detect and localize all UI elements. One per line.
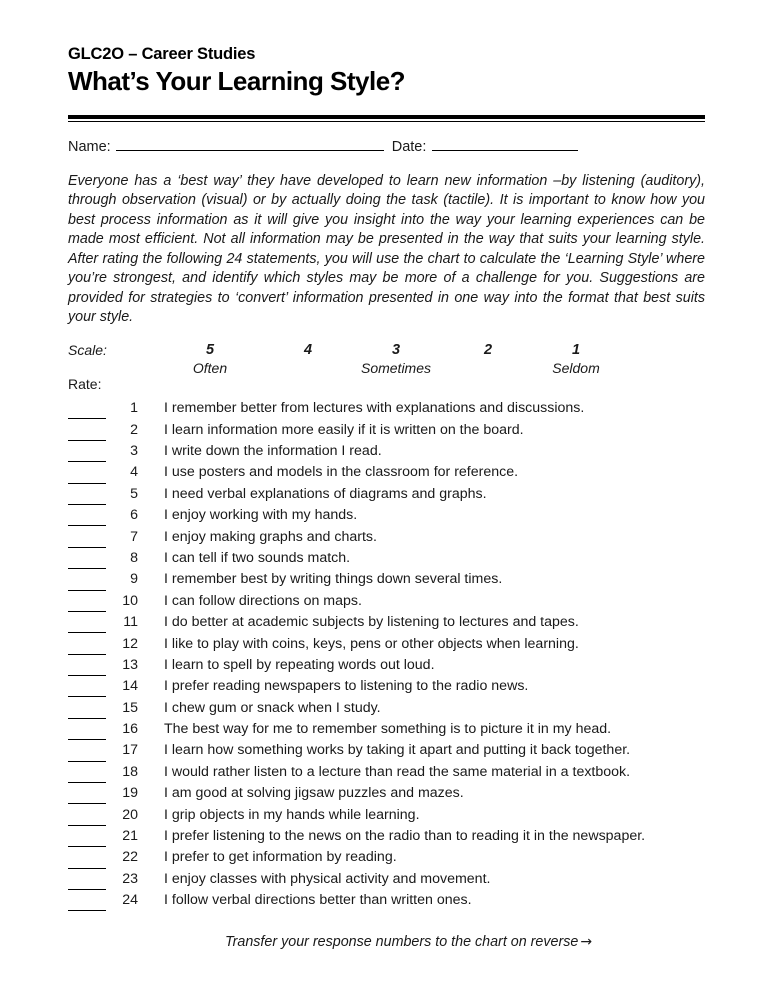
statement-number: 1 (130, 400, 138, 417)
statement-text: I write down the information I read. (164, 442, 382, 459)
statement-number: 22 (122, 849, 138, 866)
scale-word-seldom: Seldom (552, 360, 600, 377)
statement-number: 10 (122, 592, 138, 609)
statement-number: 4 (130, 464, 138, 481)
statement-text: I like to play with coins, keys, pens or other objects when learning. (164, 635, 579, 652)
course-subtitle: GLC2O – Career Studies (68, 45, 256, 63)
statement-row (68, 462, 705, 483)
statement-number: 5 (130, 485, 138, 502)
statement-row (68, 805, 705, 826)
statement-row (68, 569, 705, 590)
statement-response-blank[interactable] (68, 642, 106, 655)
statement-number: 24 (122, 892, 138, 909)
statement-text: I learn to spell by repeating words out loud. (164, 656, 435, 673)
scale-number-5: 5 (205, 342, 215, 359)
header-divider (68, 115, 705, 123)
statement-text: I learn how something works by taking it apart and putting it back together. (164, 742, 631, 759)
statement-text: I enjoy making graphs and charts. (164, 528, 377, 545)
statement-response-blank[interactable] (68, 898, 106, 911)
statement-response-blank[interactable] (68, 877, 106, 890)
date-label: Date: (391, 138, 427, 155)
statement-number: 16 (122, 721, 138, 738)
statement-number: 12 (122, 635, 138, 652)
statement-row (68, 783, 705, 804)
statement-number: 14 (122, 678, 138, 695)
statement-response-blank[interactable] (68, 428, 106, 441)
statement-text: I can follow directions on maps. (164, 592, 362, 609)
statement-response-blank[interactable] (68, 834, 106, 847)
divider-thin-bar (68, 121, 705, 123)
statement-number: 15 (122, 699, 138, 716)
statement-text: I do better at academic subjects by listening to lectures and tapes. (164, 614, 579, 631)
statement-text: I am good at solving jigsaw puzzles and mazes. (164, 785, 464, 802)
statement-text: I prefer reading newspapers to listening to the radio news. (164, 678, 529, 695)
statement-response-blank[interactable] (68, 813, 106, 826)
footer-note-text: Transfer your response numbers to the chart on reverse (224, 933, 579, 950)
statement-row (68, 420, 705, 441)
statement-row (68, 740, 705, 761)
statement-number: 23 (122, 870, 138, 887)
statement-text: The best way for me to remember something is to picture it in my head. (164, 721, 612, 738)
name-label: Name: (68, 138, 111, 155)
statement-row (68, 612, 705, 633)
statement-response-blank[interactable] (68, 706, 106, 719)
scale-number-4: 4 (303, 342, 313, 359)
statement-response-blank[interactable] (68, 535, 106, 548)
statement-row (68, 441, 705, 462)
scale-column-4 (304, 342, 312, 360)
footer-note (68, 934, 705, 950)
statement-list (68, 398, 705, 911)
statement-response-blank[interactable] (68, 471, 106, 484)
statement-text: I prefer listening to the news on the radio than to reading it in the newspaper. (164, 828, 646, 845)
page-title: What’s Your Learning Style? (68, 65, 406, 96)
statement-row (68, 655, 705, 676)
statement-text: I learn information more easily if it is written on the board. (164, 421, 524, 438)
statement-response-blank[interactable] (68, 578, 106, 591)
statement-text: I prefer to get information by reading. (164, 849, 397, 866)
statement-response-blank[interactable] (68, 599, 106, 612)
scale-column-3 (361, 342, 431, 376)
statement-text: I chew gum or snack when I study. (164, 699, 381, 716)
scale-word-often: Often (192, 360, 228, 377)
statement-number: 3 (130, 442, 138, 459)
scale-column-1 (552, 342, 599, 376)
statement-number: 6 (130, 507, 138, 524)
statement-text: I enjoy classes with physical activity and movement. (164, 870, 491, 887)
statement-number: 18 (122, 763, 138, 780)
divider-thick-bar (68, 115, 705, 119)
statement-number: 8 (130, 549, 138, 566)
statement-row (68, 698, 705, 719)
statement-number: 13 (122, 656, 138, 673)
statement-response-blank[interactable] (68, 749, 106, 762)
statement-row (68, 591, 705, 612)
statement-response-blank[interactable] (68, 449, 106, 462)
statement-row (68, 527, 705, 548)
name-date-row (68, 137, 705, 156)
scale-number-2: 2 (483, 342, 493, 359)
statement-row (68, 398, 705, 419)
statement-row (68, 847, 705, 868)
statement-response-blank[interactable] (68, 727, 106, 740)
scale-number-3: 3 (391, 342, 401, 359)
statement-row (68, 634, 705, 655)
scale-number-1: 1 (571, 342, 581, 359)
right-arrow-icon: → (580, 933, 593, 950)
statement-row (68, 548, 705, 569)
document-content (68, 44, 705, 950)
statement-response-blank[interactable] (68, 684, 106, 697)
statement-response-blank[interactable] (68, 663, 106, 676)
statement-row (68, 826, 705, 847)
statement-response-blank[interactable] (68, 791, 106, 804)
statement-response-blank[interactable] (68, 406, 106, 419)
statement-number: 11 (123, 614, 138, 631)
scale-label: Scale: (68, 342, 107, 359)
statement-row (68, 869, 705, 890)
statement-row (68, 719, 705, 740)
statement-response-blank[interactable] (68, 856, 106, 869)
statement-response-blank[interactable] (68, 770, 106, 783)
statement-row (68, 505, 705, 526)
statement-text: I would rather listen to a lecture than read the same material in a textbook. (164, 763, 631, 780)
statement-number: 17 (122, 742, 138, 759)
scale-column-2 (484, 342, 492, 360)
statement-text: I remember better from lectures with explanations and discussions. (164, 400, 585, 417)
statement-text: I follow verbal directions better than written ones. (164, 892, 472, 909)
statement-response-blank[interactable] (68, 556, 106, 569)
statement-number: 19 (122, 785, 138, 802)
rating-scale-legend (68, 342, 705, 392)
statement-response-blank[interactable] (68, 492, 106, 505)
scale-column-5 (193, 342, 227, 376)
rate-label: Rate: (68, 376, 102, 393)
statement-text: I enjoy working with my hands. (164, 507, 358, 524)
statement-text: I remember best by writing things down several times. (164, 571, 503, 588)
intro-paragraph: Everyone has a ‘best way’ they have developed to learn new information –by listening (auditory), through observation (visual) or by actually doing the task (tactile). It is important to know how you best process information as it will give you insight into the way your learning experiences can be made most efficient. Not all information may be presented in the way that suits your learning style. After rating the following 24 statements, you will use the chart to calculate the ‘Learning Style’ where you’re strongest, and identify which styles may be more of a challenge for you. Suggestions are provided for strategies to ‘convert’ information presented in one way into the format that best suits your style. (68, 172, 705, 326)
date-input-blank[interactable] (432, 137, 578, 151)
statement-row (68, 762, 705, 783)
statement-row (68, 484, 705, 505)
statement-number: 21 (122, 828, 138, 845)
statement-number: 9 (130, 571, 138, 588)
statement-number: 2 (130, 421, 138, 438)
statement-row (68, 676, 705, 697)
statement-number: 7 (130, 528, 138, 545)
statement-number: 20 (122, 806, 138, 823)
scale-word-sometimes: Sometimes (360, 360, 432, 377)
statement-row (68, 890, 705, 911)
statement-text: I grip objects in my hands while learning. (164, 806, 420, 823)
name-input-blank[interactable] (116, 137, 384, 151)
statement-text: I need verbal explanations of diagrams and graphs. (164, 485, 487, 502)
statement-response-blank[interactable] (68, 620, 106, 633)
statement-text: I can tell if two sounds match. (164, 549, 351, 566)
statement-text: I use posters and models in the classroom for reference. (164, 464, 519, 481)
statement-response-blank[interactable] (68, 513, 106, 526)
